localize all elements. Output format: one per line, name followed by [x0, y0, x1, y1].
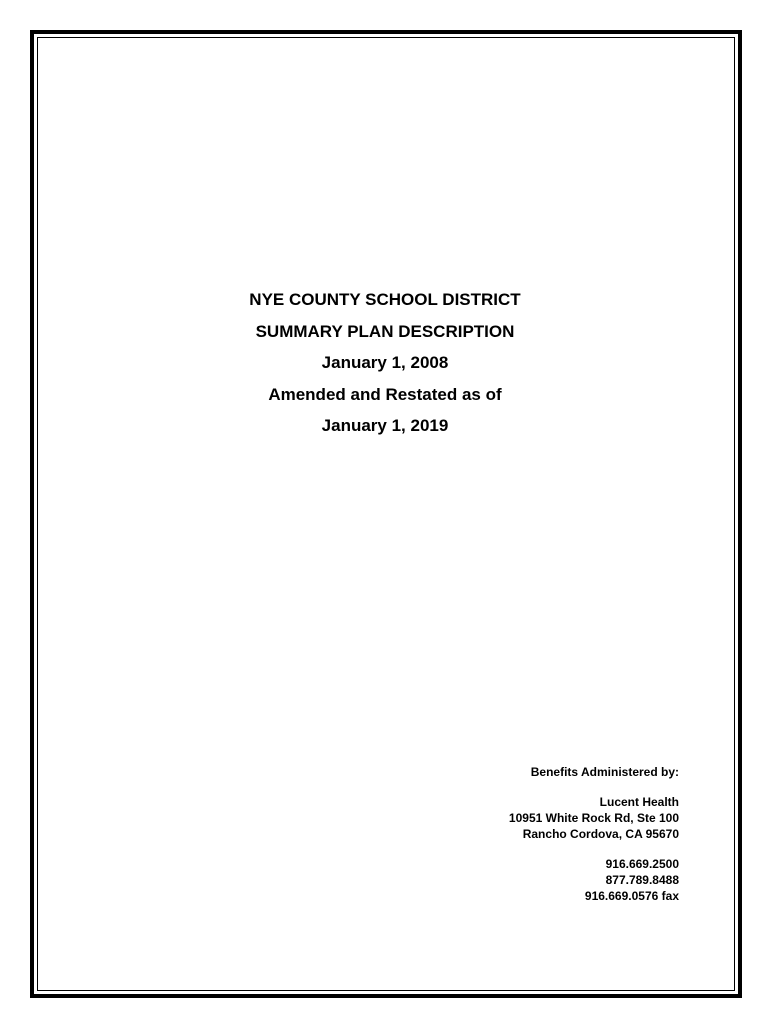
administrator-heading: Benefits Administered by:: [530, 765, 679, 779]
administrator-fax: 916.669.0576 fax: [584, 889, 679, 903]
restated-date: January 1, 2019: [321, 416, 449, 435]
spacer: [379, 842, 679, 856]
administrator-phone2: 877.789.8488: [605, 873, 679, 887]
district-name: NYE COUNTY SCHOOL DISTRICT: [249, 290, 521, 309]
amended-restated-label: Amended and Restated as of: [268, 384, 502, 404]
administrator-block: [379, 764, 679, 904]
administrator-address-line2: Rancho Cordova, CA 95670: [522, 827, 679, 841]
administrator-phone1: 916.669.2500: [605, 857, 679, 871]
effective-date: January 1, 2008: [321, 353, 449, 372]
document-title: SUMMARY PLAN DESCRIPTION: [255, 321, 515, 341]
administrator-name: Lucent Health: [599, 795, 679, 809]
administrator-address-line1: 10951 White Rock Rd, Ste 100: [508, 811, 679, 825]
title-block: [0, 284, 770, 442]
